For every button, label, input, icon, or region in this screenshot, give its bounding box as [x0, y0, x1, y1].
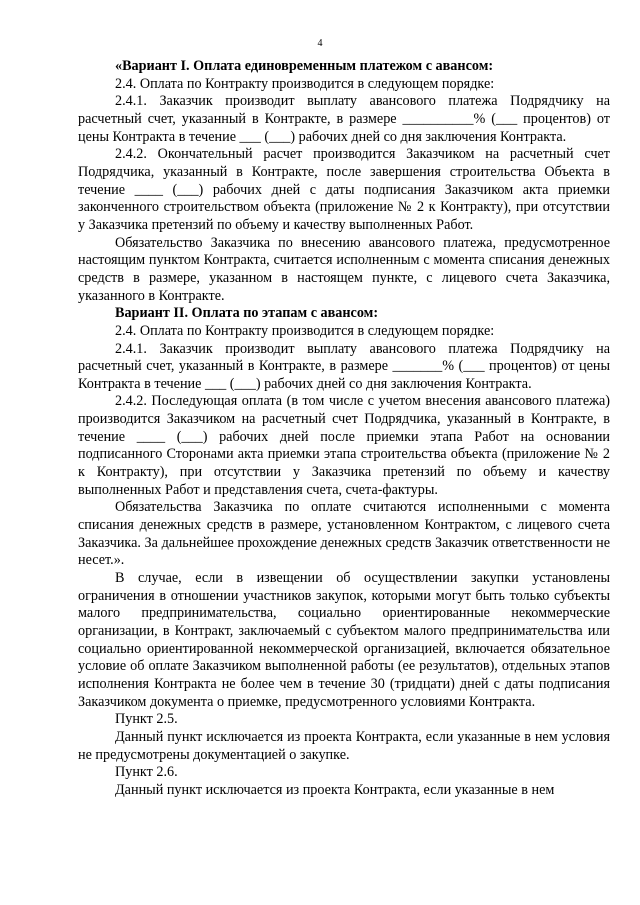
- clause-2-5-note: Данный пункт исключается из проекта Контракта, если указанные в нем условия не предусмотрены документацией о закупке.: [78, 728, 610, 763]
- clause-2-4-2-variant-2: 2.4.2. Последующая оплата (в том числе с учетом внесения авансового платежа) производится Заказчиком на расчетный счет Подрядчика, указанный в Контракте, в течение ____ (___) рабочих дней после приемки этапа Работ на основании подписанного Сторонами акта приемки этапа строительства объекта (приложение № 2 к Контракту), при отсутствии у Заказчика претензий по объему и качеству выполненных Работ и представления счета, счета-фактуры.: [78, 393, 610, 498]
- clause-2-4-variant-1: 2.4. Оплата по Контракту производится в следующем порядке:: [115, 75, 495, 92]
- advance-obligation-paragraph: Обязательство Заказчика по внесению авансового платежа, предусмотренное настоящим пунктом Контракта, считается исполненным с момента списания денежных средств в размере, указанном в настоящем пункте, с лицевого счета Заказчика, указанного в Контракте.: [78, 234, 610, 304]
- page-number: 4: [317, 38, 323, 49]
- clause-2-4-variant-2: 2.4. Оплата по Контракту производится в следующем порядке:: [115, 322, 495, 339]
- clause-2-6-label: Пункт 2.6.: [115, 764, 178, 781]
- clause-2-5-label: Пункт 2.5.: [115, 711, 178, 728]
- small-business-paragraph: В случае, если в извещении об осуществлении закупки установлены ограничения в отношении участников закупок, которыми могут быть только субъекты малого предпринимательства, социально ориентированные некоммерческие организации, в Контракт, заключаемый с субъектом малого предпринимательства или социально ориентированной некоммерческой организацией, включается обязательное условие об оплате Заказчиком выполненной работы (ее результатов), отдельных этапов исполнения Контракта не более чем в течение 30 (тридцати) дней с даты подписания Заказчиком документа о приемке, предусмотренного условиями Контракта.: [78, 570, 610, 710]
- variant-1-heading: «Вариант I. Оплата единовременным платежом с авансом:: [115, 58, 494, 74]
- clause-2-4-2-variant-1: 2.4.2. Окончательный расчет производится Заказчиком на расчетный счет Подрядчика, указанный в Контракте, после завершения строительства Объекта в течение ____ (___) рабочих дней с даты подписания Заказчиком акта приемки законченного строительством объекта (приложение № 2 к Контракту), при отсутствии у Заказчика претензий по объему и качеству выполненных Работ.: [78, 146, 610, 233]
- payment-obligation-paragraph: Обязательства Заказчика по оплате считаются исполненными с момента списания денежных средств в размере, установленном Контрактом, с лицевого счета Заказчика. За дальнейшее прохождение денежных средств Заказчик ответственности не несет.».: [78, 499, 610, 569]
- variant-2-heading: Вариант II. Оплата по этапам с авансом:: [115, 305, 379, 322]
- clause-2-4-1-variant-2: 2.4.1. Заказчик производит выплату авансового платежа Подрядчику на расчетный счет, указанный в Контракте, в размере _______% (___ процентов) от цены Контракта в течение ___ (___) рабочих дней со дня заключения Контракта.: [78, 340, 610, 392]
- clause-2-6-note: Данный пункт исключается из проекта Контракта, если указанные в нем: [115, 781, 555, 798]
- document-body: [78, 58, 610, 800]
- clause-2-4-1-variant-1: 2.4.1. Заказчик производит выплату авансового платежа Подрядчику на расчетный счет, указанный в Контракте, в размере __________% (___ процентов) от цены Контракта в течение ___ (___) рабочих дней со дня заключения Контракта.: [78, 93, 610, 145]
